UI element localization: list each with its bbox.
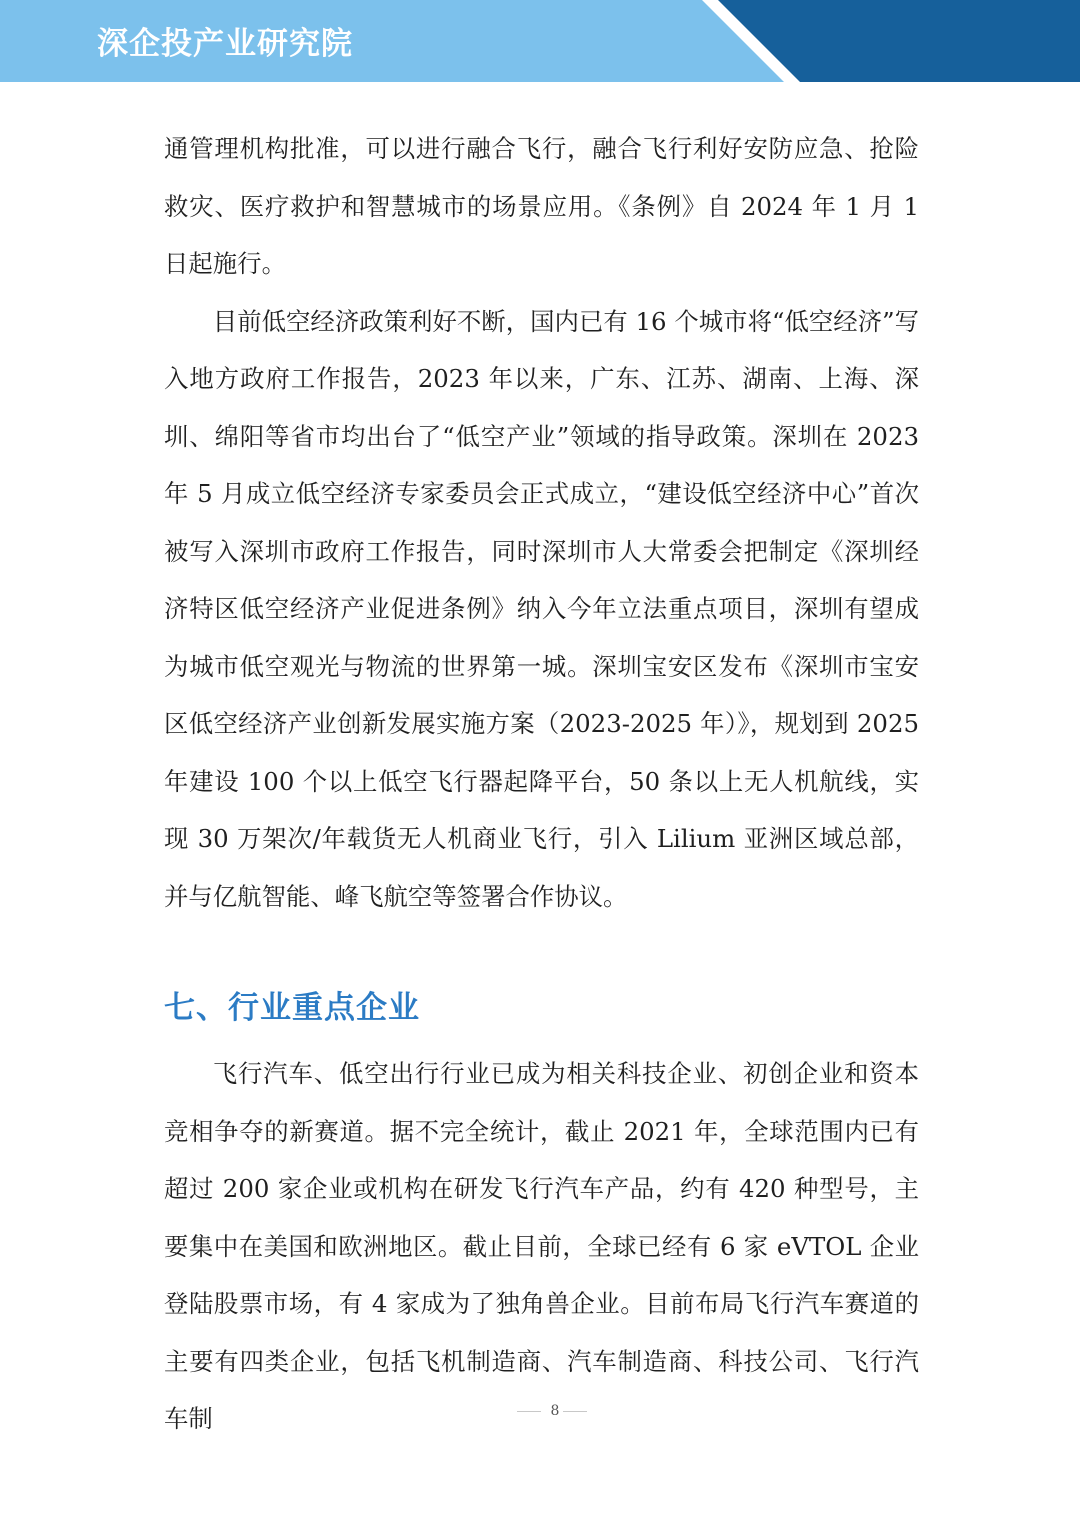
page-number: 8 <box>550 1403 560 1419</box>
section-heading: 七、行业重点企业 <box>164 990 420 1026</box>
header-banner <box>0 0 1080 82</box>
organization-name: 深企投产业研究院 <box>97 26 353 62</box>
paragraph-key-enterprises: 飞行汽车、低空出行行业已成为相关科技企业、初创企业和资本竞相争夺的新赛道。据不完全统计，截止 2021 年，全球范围内已有超过 200 家企业或机构在研发飞行汽车产品，约有 420 种型号，主要集中在美国和欧洲地区。截止目前，全球已经有 6 家 eVTOL 企业登陆股票市场，有 4 家成为了独角兽企业。目前布局飞行汽车赛道的主要有四类企业，包括飞机制造商、汽车制造商、科技公司、飞行汽车制 <box>164 1059 919 1433</box>
page-footer <box>0 1400 1080 1424</box>
paragraph-continuation: 通管理机构批准，可以进行融合飞行，融合飞行利好安防应急、抢险救灾、医疗救护和智慧城市的场景应用。《条例》自 2024 年 1 月 1 日起施行。 <box>164 134 919 278</box>
footer-rule-right <box>563 1411 587 1412</box>
paragraph-low-altitude-policy: 目前低空经济政策利好不断，国内已有 16 个城市将“低空经济”写入地方政府工作报告，2023 年以来，广东、江苏、湖南、上海、深圳、绵阳等省市均出台了“低空产业”领域的指导政策。深圳在 2023 年 5 月成立低空经济专家委员会正式成立，“建设低空经济中心”首次被写入深圳市政府工作报告，同时深圳市人大常委会把制定《深圳经济特区低空经济产业促进条例》纳入今年立法重点项目，深圳有望成为城市低空观光与物流的世界第一城。深圳宝安区发布《深圳市宝安区低空经济产业创新发展实施方案（2023-2025 年）》，规划到 2025 年建设 100 个以上低空飞行器起降平台，50 条以上无人机航线，实现 30 万架次/年载货无人机商业飞行，引入 Lilium 亚洲区域总部，并与亿航智能、峰飞航空等签署合作协议。 <box>164 306 919 911</box>
page-body <box>164 120 919 1448</box>
footer-rule-left <box>517 1411 541 1412</box>
